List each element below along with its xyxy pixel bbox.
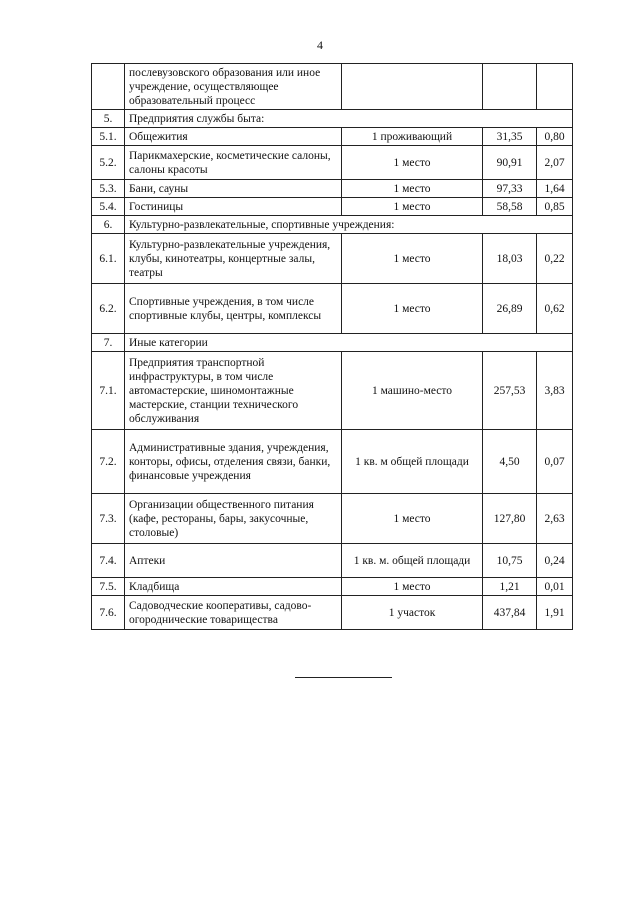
row-name: послевузовского образования или иное учреждение, осуществляющее образовательный процесс [125, 64, 342, 110]
page-number: 4 [317, 38, 323, 52]
row-value-1: 97,33 [483, 180, 537, 198]
row-name: Гостиницы [125, 198, 342, 216]
row-value-2: 1,91 [537, 596, 573, 630]
row-number: 5.4. [92, 198, 125, 216]
row-value-2: 0,24 [537, 544, 573, 578]
row-unit: 1 кв. м общей площади [342, 430, 483, 494]
section-number: 7. [92, 334, 125, 352]
row-value-1: 257,53 [483, 352, 537, 430]
section-title: Предприятия службы быта: [125, 110, 573, 128]
row-number: 7.6. [92, 596, 125, 630]
row-value-2: 0,01 [537, 578, 573, 596]
section-row [92, 110, 573, 128]
table-row [92, 180, 573, 198]
row-value-2: 3,83 [537, 352, 573, 430]
row-value-2: 0,62 [537, 284, 573, 334]
row-value-1: 1,21 [483, 578, 537, 596]
row-unit: 1 место [342, 284, 483, 334]
row-name: Организации общественного питания (кафе, рестораны, бары, закусочные, столовые) [125, 494, 342, 544]
row-unit: 1 место [342, 578, 483, 596]
row-unit: 1 место [342, 198, 483, 216]
row-number: 7.4. [92, 544, 125, 578]
table-row [92, 430, 573, 494]
row-value-1: 18,03 [483, 234, 537, 284]
row-value-1: 127,80 [483, 494, 537, 544]
row-number: 7.1. [92, 352, 125, 430]
table-row [92, 352, 573, 430]
row-value-1: 31,35 [483, 128, 537, 146]
table-row [92, 494, 573, 544]
row-number: 5.2. [92, 146, 125, 180]
row-value-1: 90,91 [483, 146, 537, 180]
table-row [92, 198, 573, 216]
row-name: Культурно-развлекательные учреждения, клубы, кинотеатры, концертные залы, театры [125, 234, 342, 284]
row-name: Парикмахерские, косметические салоны, салоны красоты [125, 146, 342, 180]
row-name: Кладбища [125, 578, 342, 596]
row-value-1 [483, 64, 537, 110]
row-value-2: 0,80 [537, 128, 573, 146]
table-row [92, 234, 573, 284]
row-unit: 1 кв. м. общей площади [342, 544, 483, 578]
row-name: Садоводческие кооперативы, садово-огороднические товарищества [125, 596, 342, 630]
row-value-2: 0,85 [537, 198, 573, 216]
norms-table [91, 63, 573, 630]
row-name: Бани, сауны [125, 180, 342, 198]
norms-table-body [92, 64, 573, 630]
section-number: 6. [92, 216, 125, 234]
table-row [92, 284, 573, 334]
row-name: Предприятия транспортной инфраструктуры, в том числе автомастерские, шиномонтажные мастерские, станции технического обслуживания [125, 352, 342, 430]
row-unit: 1 место [342, 494, 483, 544]
row-number: 7.3. [92, 494, 125, 544]
table-row [92, 64, 573, 110]
row-value-1: 58,58 [483, 198, 537, 216]
row-value-1: 437,84 [483, 596, 537, 630]
row-value-2: 2,07 [537, 146, 573, 180]
row-value-2: 0,22 [537, 234, 573, 284]
row-value-2: 1,64 [537, 180, 573, 198]
row-value-2: 0,07 [537, 430, 573, 494]
row-unit [342, 64, 483, 110]
row-unit: 1 место [342, 180, 483, 198]
row-unit: 1 место [342, 234, 483, 284]
table-row [92, 578, 573, 596]
row-value-1: 26,89 [483, 284, 537, 334]
row-number: 7.5. [92, 578, 125, 596]
table-row [92, 128, 573, 146]
row-number [92, 64, 125, 110]
row-name: Спортивные учреждения, в том числе спортивные клубы, центры, комплексы [125, 284, 342, 334]
table-row [92, 146, 573, 180]
row-unit: 1 место [342, 146, 483, 180]
row-value-1: 10,75 [483, 544, 537, 578]
row-number: 7.2. [92, 430, 125, 494]
end-divider-line [295, 677, 392, 678]
row-unit: 1 проживающий [342, 128, 483, 146]
row-number: 6.2. [92, 284, 125, 334]
row-unit: 1 машино-место [342, 352, 483, 430]
row-name: Административные здания, учреждения, конторы, офисы, отделения связи, банки, финансовые учреждения [125, 430, 342, 494]
row-unit: 1 участок [342, 596, 483, 630]
table-row [92, 596, 573, 630]
row-number: 5.3. [92, 180, 125, 198]
section-number: 5. [92, 110, 125, 128]
section-row [92, 334, 573, 352]
row-value-2 [537, 64, 573, 110]
row-number: 5.1. [92, 128, 125, 146]
row-value-2: 2,63 [537, 494, 573, 544]
row-name: Аптеки [125, 544, 342, 578]
section-title: Культурно-развлекательные, спортивные учреждения: [125, 216, 573, 234]
section-title: Иные категории [125, 334, 573, 352]
row-name: Общежития [125, 128, 342, 146]
row-value-1: 4,50 [483, 430, 537, 494]
row-number: 6.1. [92, 234, 125, 284]
table-row [92, 544, 573, 578]
section-row [92, 216, 573, 234]
